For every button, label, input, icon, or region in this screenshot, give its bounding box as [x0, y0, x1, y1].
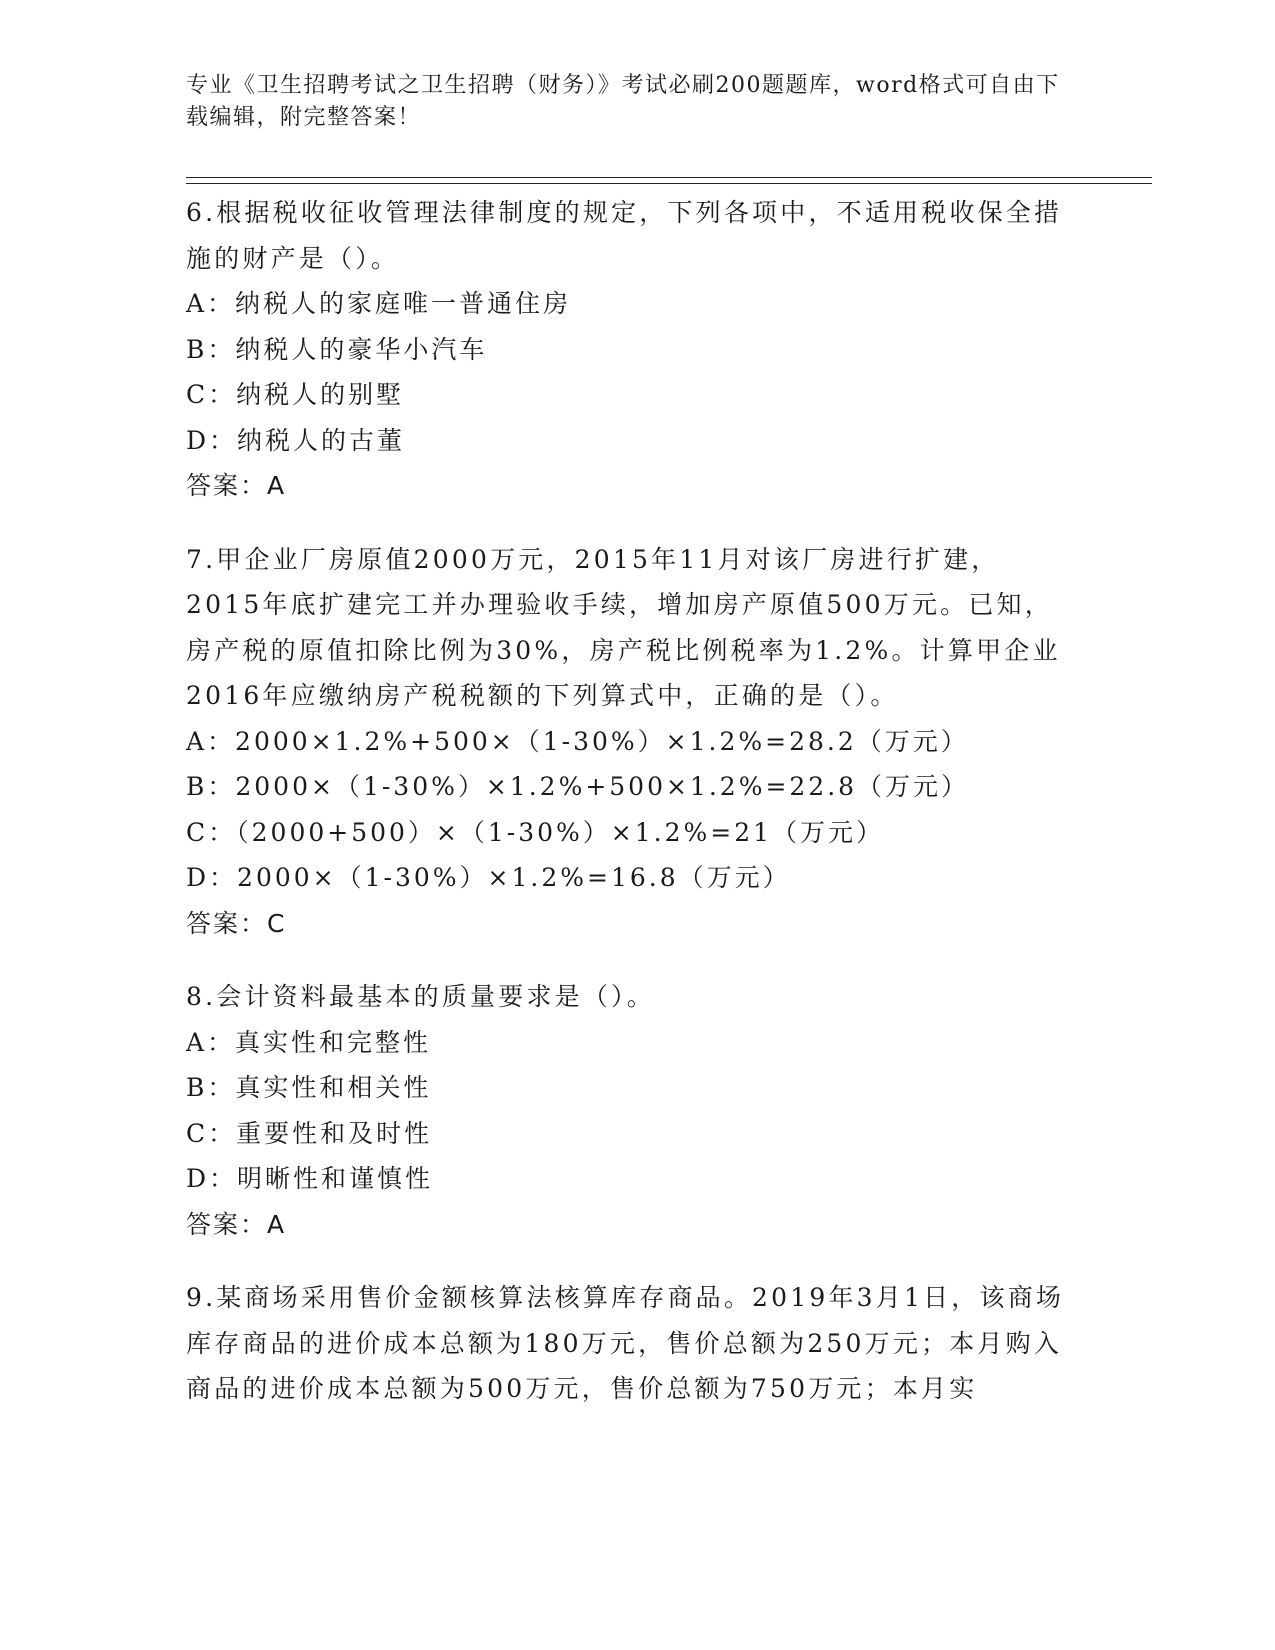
option-b: B：真实性和相关性 — [186, 1073, 432, 1102]
question-text: 6.根据税收征收管理法律制度的规定，下列各项中，不适用税收保全措施的财产是（）。 — [186, 198, 1063, 273]
option-c: C：（2000+500）×（1-30%）×1.2%=21（万元） — [186, 817, 885, 847]
document-header: 专业《卫生招聘考试之卫生招聘（财务）》考试必刷200题题库，word格式可自由下载编辑，附完整答案！ — [186, 73, 1060, 130]
answer-line: 答案：C — [186, 908, 287, 938]
question-text: 8.会计资料最基本的质量要求是（）。 — [186, 982, 655, 1011]
header-rule-top — [186, 177, 1152, 178]
header-rule-bottom — [186, 183, 1152, 184]
option-c: C：纳税人的别墅 — [186, 380, 405, 409]
question-8 — [186, 974, 1066, 1247]
answer-line: 答案：A — [186, 471, 287, 500]
question-7 — [186, 537, 1066, 947]
question-text: 9.某商场采用售价金额核算法核算库存商品。2019年3月1日，该商场库存商品的进价成本总额为180万元，售价总额为250万元；本月购入商品的进价成本总额为500万元，售价总额为750万元；本月实 — [186, 1283, 1065, 1403]
option-d: D：纳税人的古董 — [186, 425, 406, 455]
option-a: A：纳税人的家庭唯一普通住房 — [186, 289, 572, 318]
question-6 — [186, 190, 1066, 509]
answer-line: 答案：A — [186, 1209, 287, 1239]
option-a: A：真实性和完整性 — [186, 1027, 432, 1057]
option-c: C：重要性和及时性 — [186, 1118, 433, 1148]
question-list — [186, 190, 1066, 1440]
option-d: D：2000×（1-30%）×1.2%=16.8（万元） — [186, 863, 791, 892]
option-a: A：2000×1.2%+500×（1-30%）×1.2%=28.2（万元） — [186, 726, 969, 756]
option-b: B：2000×（1-30%）×1.2%+500×1.2%=22.8（万元） — [186, 772, 970, 801]
option-d: D：明晰性和谨慎性 — [186, 1164, 434, 1193]
option-b: B：纳税人的豪华小汽车 — [186, 334, 488, 364]
question-text: 7.甲企业厂房原值2000万元，2015年11月对该厂房进行扩建，2015年底扩建完工并办理验收手续，增加房产原值500万元。已知，房产税的原值扣除比例为30%，房产税比例税率为1.2%。计算甲企业2016年应缴纳房产税税额的下列算式中，正确的是（）。 — [186, 544, 1061, 710]
question-9 — [186, 1275, 1066, 1412]
